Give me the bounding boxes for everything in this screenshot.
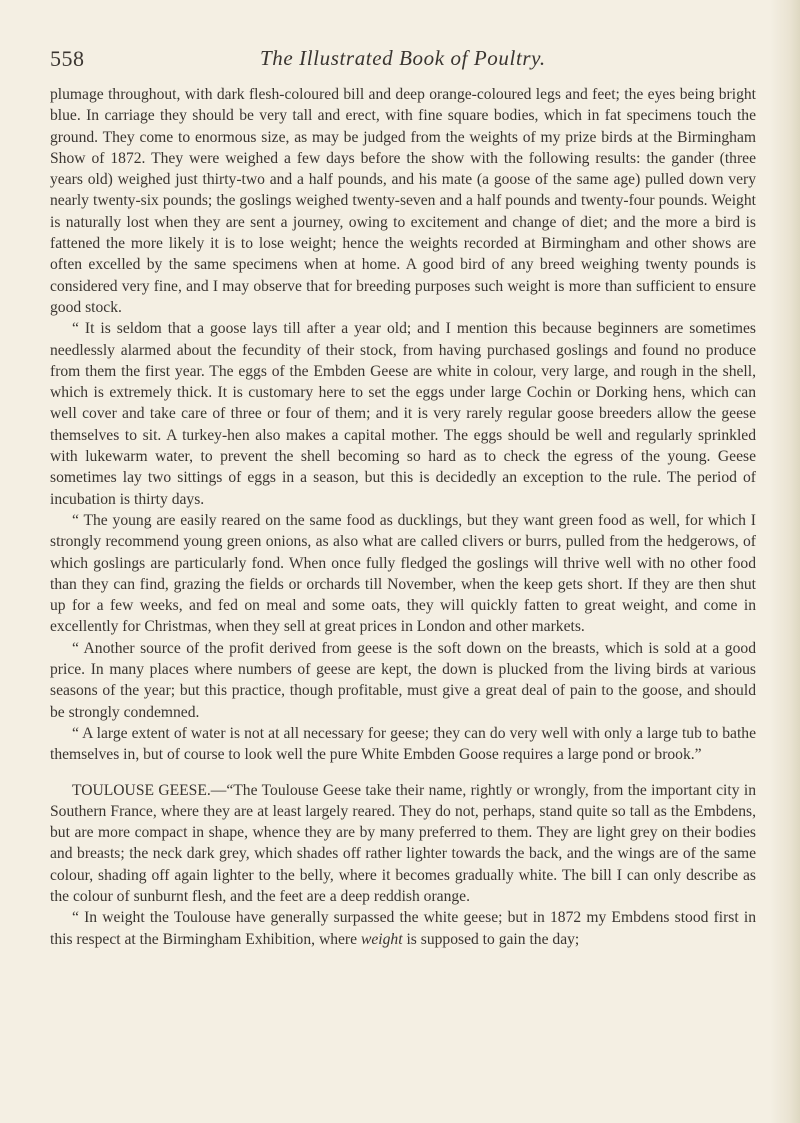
- running-title: The Illustrated Book of Poultry.: [260, 46, 546, 70]
- weight-text-before: “ In weight the Toulouse have generally surpassed the white geese; but in 1872 my Embdens stood first in this respect at the Birmingham Exhibition, where: [50, 909, 756, 948]
- weight-text-after: is supposed to gain the day;: [402, 930, 580, 948]
- paragraph-toulouse-geese: TOULOUSE GEESE.—“The Toulouse Geese take their name, rightly or wrongly, from the important city in Southern France, where they are at least largely reared. They do not, perhaps, stand quite so tall as the Embdens, but are more compact in shape, whence they are by many preferred to them. They are light grey on their bodies and breasts; the neck dark grey, which shades off rather lighter towards the back, and the wings are of the same colour, shading off again lighter to the belly, where it becomes gradually white. The bill I can only describe as the colour of sunburnt flesh, and the feet are a deep reddish orange.: [50, 781, 756, 905]
- paragraph-water-needs: “ A large extent of water is not at all necessary for geese; they can do very well with only a large tub to bathe themselves in, but of course to look well the pure White Embden Goose requires a large pond or brook.”: [50, 724, 756, 764]
- page-header: [50, 46, 750, 76]
- page-number: 558: [50, 46, 85, 71]
- paragraph-embden-description: plumage throughout, with dark flesh-coloured bill and deep orange-coloured legs and feet; the eyes being bright blue. In carriage they should be very tall and erect, with fine square bodies, which in fat specimens touch the ground. They come to enormous size, as may be judged from the weights of my prize birds at the Birmingham Show of 1872. They were weighed a few days before the show with the following results: the gander (three years old) weighed just thirty-two and a half pounds, and his mate (a goose of the same age) pulled down very nearly twenty-six pounds; the goslings weighed twenty-seven and a half pounds and twenty-four pounds. Weight is naturally lost when they are sent a journey, owing to excitement and change of diet; and the more a bird is fattened the more likely it is to lose weight; hence the weights recorded at Birmingham and other shows are often excelled by the same specimens when at home. A good bird of any breed weighing twenty pounds is considered very fine, and I may observe that for breeding purposes such weight is more than sufficient to ensure good stock.: [50, 86, 756, 316]
- paragraph-egg-laying: “ It is seldom that a goose lays till after a year old; and I mention this because beginners are sometimes needlessly alarmed about the fecundity of their stock, from having purchased goslings and found no produce from them the first year. The eggs of the Embden Geese are white in colour, very large, and rough in the shell, which is extremely thick. It is customary here to set the eggs under large Cochin or Dorking hens, which can well cover and take care of three or four of them; and it is very rarely regular goose breeders allow the geese themselves to sit. A turkey-hen also makes a capital mother. The eggs should be well and regularly sprinkled with lukewarm water, to prevent the shell becoming so hard as to check the egress of the young. Geese sometimes lay two sittings of eggs in a season, but this is decidedly an exception to the rule. The period of incubation is thirty days.: [50, 320, 756, 508]
- weight-emphasis: weight: [360, 930, 403, 948]
- paragraph-rearing-young: “ The young are easily reared on the same food as ducklings, but they want green food as well, for which I strongly recommend young green onions, as also what are called clivers or burrs, pulled from the hedgerows, of which goslings are particularly fond. When once fully fledged the goslings will thrive well with no other food than they can find, grazing the fields or orchards till November, when the keep gets short. If they are then shut up for a few weeks, and fed on meal and some oats, they will quickly fatten to great weight, and come in excellently for Christmas, when they sell at great prices in London and other markets.: [50, 511, 756, 636]
- body-text: [50, 84, 756, 950]
- paragraph-down-profit: “ Another source of the profit derived from geese is the soft down on the breasts, which is sold at a good price. In many places where numbers of geese are kept, the down is plucked from the living birds at various seasons of the year; but this practice, though profitable, must give a great deal of pain to the goose, and should be strongly condemned.: [50, 639, 756, 721]
- paragraph-toulouse-weight: [50, 907, 756, 950]
